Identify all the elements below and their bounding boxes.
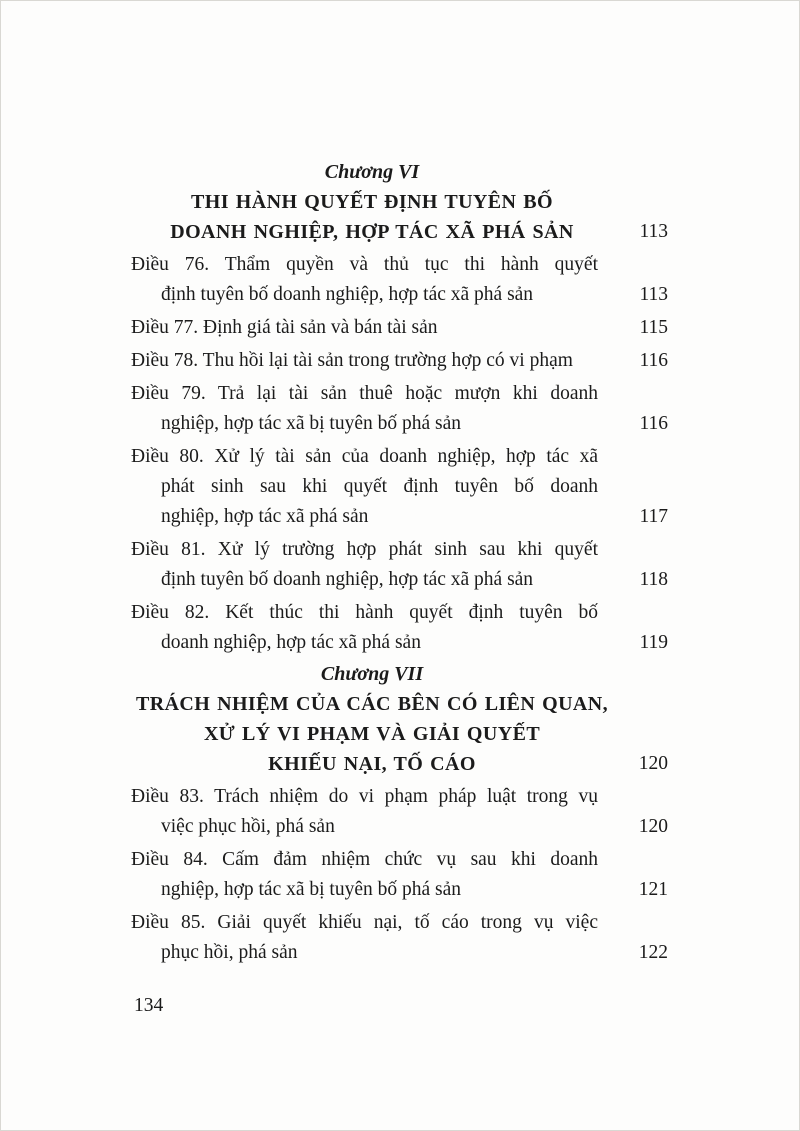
- entry-text: nghiệp, hợp tác xã bị tuyên bố phá sản: [161, 879, 462, 900]
- entry-text: Điều 85. Giải quyết khiếu nại, tố cáo trong vụ việc: [131, 912, 598, 933]
- page-number: 121: [638, 879, 668, 900]
- page-number: 118: [639, 569, 668, 590]
- entry-line: [131, 598, 668, 628]
- toc-entry-77: [131, 313, 668, 343]
- entry-line: [131, 409, 668, 439]
- toc-entry-83: [131, 782, 668, 842]
- entry-line: [131, 938, 668, 968]
- toc-entry-82: [131, 598, 668, 658]
- entry-line: [131, 346, 668, 376]
- entry-text: nghiệp, hợp tác xã bị tuyên bố phá sản: [161, 413, 462, 434]
- entry-text: phục hồi, phá sản: [161, 942, 298, 963]
- toc-entry-76: [131, 250, 668, 310]
- entry-line: [131, 812, 668, 842]
- toc-entry-84: [131, 845, 668, 905]
- page-number: 119: [639, 632, 668, 653]
- toc-entry-79: [131, 379, 668, 439]
- toc-entry-78: [131, 346, 668, 376]
- entry-text: phát sinh sau khi quyết định tuyên bố doanh: [161, 476, 598, 497]
- entry-text: Điều 83. Trách nhiệm do vi phạm pháp luật trong vụ: [131, 786, 598, 807]
- entry-line: [131, 908, 668, 938]
- chapter-heading: [131, 659, 668, 689]
- entry-text: việc phục hồi, phá sản: [161, 816, 335, 837]
- page-number: 113: [639, 284, 668, 305]
- entry-text: Điều 80. Xử lý tài sản của doanh nghiệp, hợp tác xã: [131, 446, 598, 467]
- entry-text: Điều 81. Xử lý trường hợp phát sinh sau khi quyết: [131, 539, 598, 560]
- toc-entry-85: [131, 908, 668, 968]
- chapter-title-line: [131, 187, 668, 217]
- entry-text: doanh nghiệp, hợp tác xã phá sản: [161, 632, 421, 653]
- entry-line: [131, 535, 668, 565]
- chapter-title-text: DOANH NGHIỆP, HỢP TÁC XÃ PHÁ SẢN: [170, 221, 574, 243]
- folio-page-number: 134: [134, 995, 164, 1016]
- entry-text: định tuyên bố doanh nghiệp, hợp tác xã phá sản: [161, 569, 534, 590]
- entry-text: nghiệp, hợp tác xã phá sản: [161, 506, 369, 527]
- entry-line: [131, 280, 668, 310]
- entry-text: định tuyên bố doanh nghiệp, hợp tác xã phá sản: [161, 284, 534, 305]
- chapter-number: Chương VI: [324, 161, 420, 183]
- entry-line: [131, 845, 668, 875]
- entry-line: [131, 313, 668, 343]
- chapter-title-text: KHIẾU NẠI, TỐ CÁO: [268, 753, 476, 775]
- entry-text: Điều 84. Cấm đảm nhiệm chức vụ sau khi doanh: [131, 849, 598, 870]
- chapter-number: Chương VII: [320, 663, 424, 685]
- chapter-title-text: TRÁCH NHIỆM CỦA CÁC BÊN CÓ LIÊN QUAN,: [136, 693, 608, 715]
- chapter-title-text: XỬ LÝ VI PHẠM VÀ GIẢI QUYẾT: [203, 723, 541, 745]
- page-number: 113: [639, 221, 668, 242]
- entry-line: [131, 502, 668, 532]
- page-number: 120: [638, 753, 668, 774]
- chapter-title-text: THI HÀNH QUYẾT ĐỊNH TUYÊN BỐ: [191, 191, 553, 213]
- entry-line: [131, 472, 668, 502]
- toc-entry-81: [131, 535, 668, 595]
- entry-text: Điều 82. Kết thúc thi hành quyết định tuyên bố: [131, 602, 598, 623]
- chapter-heading: [131, 157, 668, 187]
- chapter-title-line: [131, 749, 668, 779]
- chapter-title-line: [131, 217, 668, 247]
- page-number: 115: [639, 317, 668, 338]
- chapter-section-vii: [131, 659, 668, 968]
- entry-line: [131, 782, 668, 812]
- entry-line: [131, 875, 668, 905]
- entry-text: Điều 76. Thẩm quyền và thủ tục thi hành quyết: [131, 254, 598, 275]
- entry-line: [131, 565, 668, 595]
- entry-line: [131, 442, 668, 472]
- entry-text: Điều 79. Trả lại tài sản thuê hoặc mượn khi doanh: [131, 383, 598, 404]
- chapter-title-line: [131, 719, 668, 749]
- page-number: 120: [638, 816, 668, 837]
- page-number: 117: [639, 506, 668, 527]
- toc-entry-80: [131, 442, 668, 532]
- chapter-title-line: [131, 689, 668, 719]
- entry-line: [131, 628, 668, 658]
- entry-text: Điều 78. Thu hồi lại tài sản trong trường hợp có vi phạm: [131, 350, 573, 371]
- page-number: 116: [639, 350, 668, 371]
- entry-text: Điều 77. Định giá tài sản và bán tài sản: [131, 317, 438, 338]
- page-number: 122: [638, 942, 668, 963]
- page-number: 116: [639, 413, 668, 434]
- entry-line: [131, 379, 668, 409]
- chapter-section-vi: [131, 157, 668, 658]
- entry-line: [131, 250, 668, 280]
- table-of-contents: [131, 157, 668, 968]
